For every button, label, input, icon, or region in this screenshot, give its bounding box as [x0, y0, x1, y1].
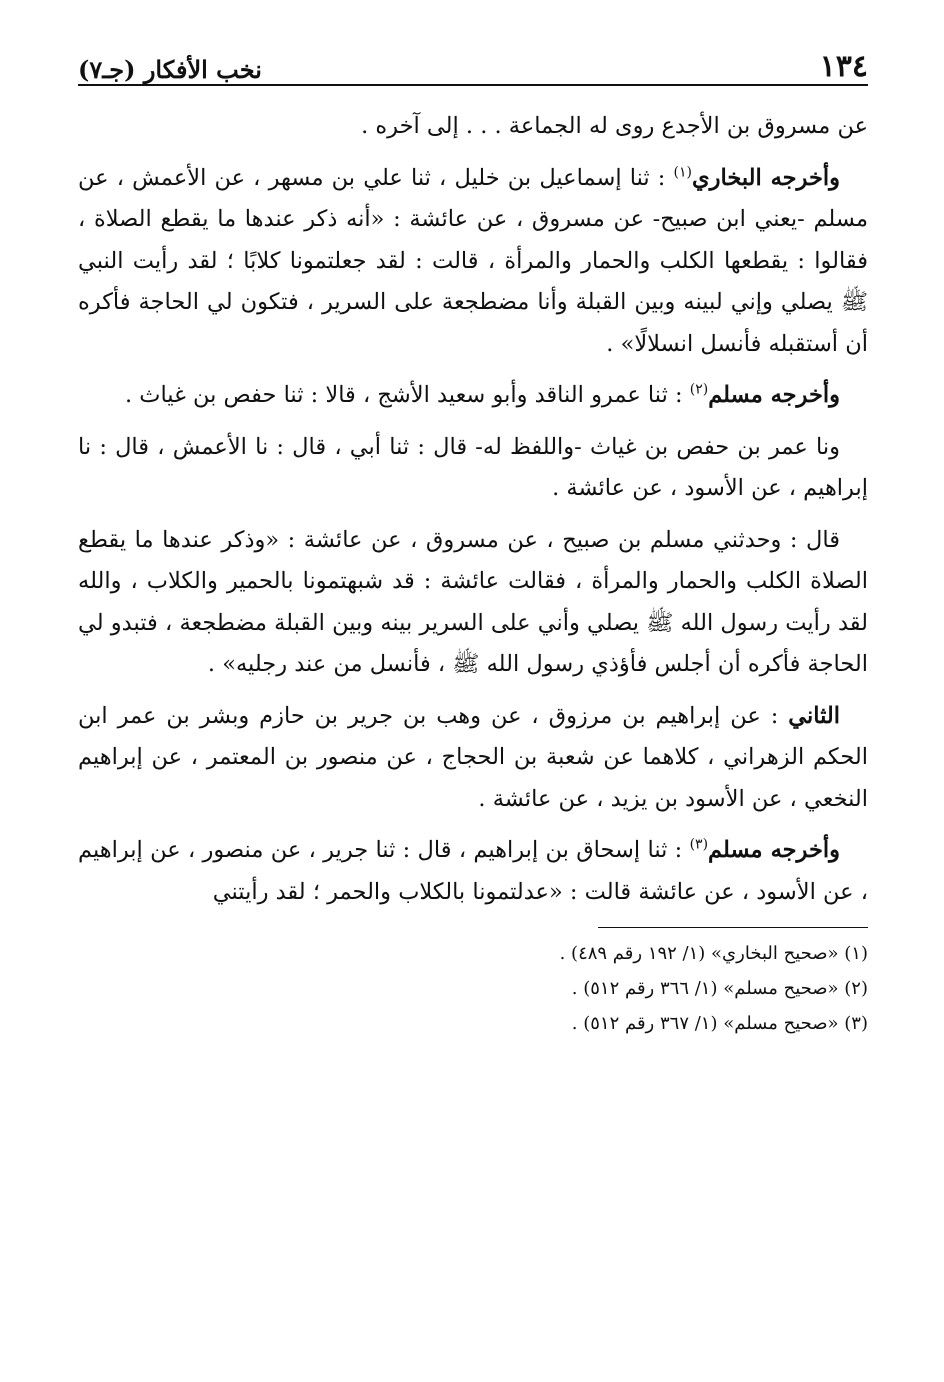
footnote: (٢) «صحيح مسلم» (١/ ٣٦٦ رقم ٥١٢) .	[571, 978, 868, 999]
paragraph	[78, 520, 868, 686]
book-title: نخب الأفكار (جـ٧)	[78, 55, 262, 84]
paragraph-lead: وأخرجه مسلم	[708, 837, 840, 863]
paragraph	[78, 830, 868, 913]
book-page	[78, 40, 868, 1041]
footnote-divider	[598, 927, 868, 928]
paragraph-text: : ثنا عمرو الناقد وأبو سعيد الأشج ، قالا : ثنا حفص بن غياث .	[124, 382, 690, 408]
paragraph-lead: وأخرجه مسلم	[708, 382, 840, 408]
footnote: (٣) «صحيح مسلم» (١/ ٣٦٧ رقم ٥١٢) .	[571, 1013, 868, 1034]
page-number: ١٣٤	[819, 49, 868, 84]
paragraph	[78, 106, 868, 148]
paragraph	[78, 158, 868, 366]
footnotes	[78, 936, 868, 1041]
paragraph-text: عن مسروق بن الأجدع روى له الجماعة . . . إلى آخره .	[361, 113, 868, 139]
main-text	[78, 106, 868, 913]
paragraph-text: : عن إبراهيم بن مرزوق ، عن وهب بن جرير بن حازم وبشر بن عمر ابن الحكم الزهراني ، كلاهما عن شعبة بن الحجاج ، عن منصور بن المعتمر ، عن إبراهيم النخعي ، عن الأسود بن يزيد ، عن عائشة .	[78, 702, 868, 812]
footnote-ref: (١)	[673, 164, 692, 180]
paragraph-text: قال : وحدثني مسلم بن صبيح ، عن مسروق ، عن عائشة : «وذكر عندها ما يقطع الصلاة الكلب والحمار والمرأة ، فقالت عائشة : قد شبهتمونا بالحمير والكلاب ، والله لقد رأيت رسول الله ﷺ يصلي وأني على السرير بينه وبين القبلة مضطجعة ، فتبدو لي الحاجة فأكره أن أجلس فأؤذي رسول الله ﷺ ، فأنسل من عند رجليه» .	[78, 526, 868, 677]
page-header	[78, 40, 868, 86]
footnote-ref: (٣)	[689, 836, 709, 853]
paragraph-text: : ثنا إسماعيل بن خليل ، ثنا علي بن مسهر ، عن الأعمش ، عن مسلم -يعني ابن صبيح- عن مسروق ، عن عائشة : «أنه ذكر عندها ما يقطع الصلاة ، فقالوا : يقطعها الكلب والحمار والمرأة ، قالت : لقد جعلتمونا كلابًا ؛ لقد رأيت النبي ﷺ يصلي وإني لبينه وبين القبلة وأنا مضطجعة على السرير ، فتكون لي الحاجة فأكره أن أستقبله فأنسل انسلالًا» .	[78, 164, 868, 357]
paragraph-text: : ثنا إسحاق بن إبراهيم ، قال : ثنا جرير ، عن منصور ، عن إبراهيم ، عن الأسود ، عن عائشة قالت : «عدلتمونا بالكلاب والحمر ؛ لقد رأيتني	[78, 837, 868, 905]
paragraph	[78, 696, 868, 821]
paragraph	[78, 427, 868, 510]
paragraph-lead: وأخرجه البخاري	[692, 164, 840, 191]
footnote: (١) «صحيح البخاري» (١/ ١٩٢ رقم ٤٨٩) .	[559, 943, 868, 964]
footnote-ref: (٢)	[689, 381, 709, 398]
paragraph-text: ونا عمر بن حفص بن غياث -واللفظ له- قال : ثنا أبي ، قال : نا الأعمش ، قال : نا إبراهيم ، عن الأسود ، عن عائشة .	[78, 433, 868, 501]
paragraph-lead: الثاني	[788, 702, 840, 729]
paragraph	[78, 375, 868, 417]
